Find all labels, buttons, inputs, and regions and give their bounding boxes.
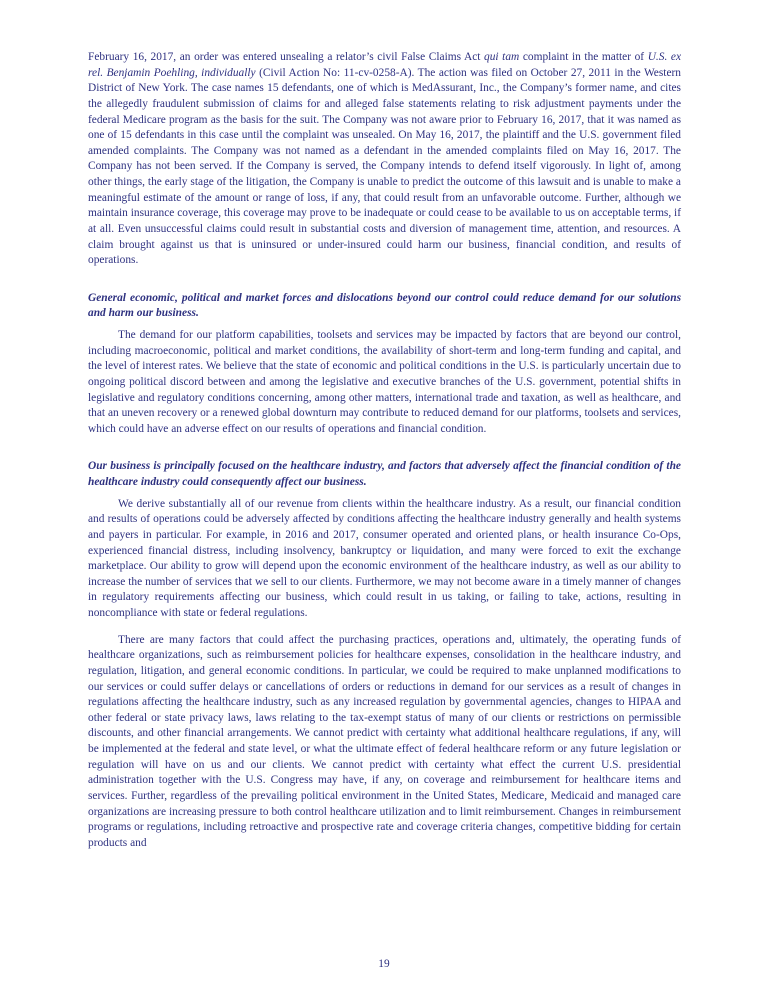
paragraph-litigation-continuation bbox=[88, 50, 681, 269]
paragraph-platform-demand: The demand for our platform capabilities, toolsets and services may be impacted by factors that are beyond our control, including macroeconomic, political and market conditions, the availability of short-term and long-term funding and capital, and the level of interest rates. We believe that the state of economic and political conditions in the U.S. is particularly uncertain due to ongoing political discord between and among the legislative and executive branches of the U.S. government, potential shifts in legislative and regulatory conditions concerning, among other matters, international trade and taxation, as well as healthcare, and that an uneven recovery or a renewed global downturn may contribute to reduced demand for our platforms, toolsets and services, which could have an adverse effect on our results of operations and financial condition. bbox=[88, 329, 681, 435]
text-run: February 16, 2017, an order was entered unsealing a relator’s civil False Claims Act bbox=[88, 51, 485, 63]
text-run: complaint in the matter of bbox=[519, 51, 648, 63]
text-run: (Civil Action No: 11-cv-0258-A). The action was filed on October 27, 2011 in the Western District of New York. The case names 15 defendants, one of which is MedAssurant, Inc., the Company’s former name, and cites the allegedly fraudulent submission of claims for and alleged false statements relating to risk adjustment payments under the federal Medicare program as the basis for the suit. The Company was not aware prior to February 16, 2017, that it was named as one of 15 defendants in this case until the complaint was unsealed. On May 16, 2017, the plaintiff and the U.S. government filed amended complaints. The Company was not named as a defendant in the amended complaints filed on May 16, 2017. The Company has not been served. If the Company is served, the Company intends to defend itself vigorously. In light of, among other things, the early stage of the litigation, the Company is unable to predict the outcome of this lawsuit and is unable to make a meaningful estimate of the amount or range of loss, if any, that could result from an unfavorable outcome. Further, although we maintain insurance coverage, this coverage may prove to be inadequate or could cease to be available to us on acceptable terms, if at all. Even unsuccessful claims could result in substantial costs and diversion of management time, attention, and resources. A claim brought against us that is uninsured or under-insured could harm our business, financial condition, and results of operations. bbox=[88, 66, 682, 267]
qui-tam-italic-text: qui tam bbox=[484, 51, 520, 63]
page-number: 19 bbox=[378, 958, 390, 971]
case-name-italic-text: U.S. ex rel. Benjamin Poehling, individually bbox=[88, 51, 682, 79]
paragraph-purchasing-factors: There are many factors that could affect the purchasing practices, operations and, ultimately, the operating funds of healthcare organizations, such as reimbursement policies for healthcare expenses, consolidation in the healthcare industry, and regulation, litigation, and general economic conditions. In particular, we could be required to make unplanned modifications to our services or could suffer delays or cancellations of orders or reductions in demand for our services as a result of changes in regulations affecting the healthcare industry, such as any increased regulation by governmental agencies, changes to HIPAA and other federal or state privacy laws, laws relating to the tax-exempt status of many of our clients or restrictions on permissible discounts, and other financial arrangements. We cannot predict with certainty what additional healthcare regulations, if any, will be implemented at the federal and state level, or what the ultimate effect of federal healthcare reform or any future legislation or regulation will have on us and our clients. We cannot predict with certainty what effect the current U.S. presidential administration together with the U.S. Congress may have, if any, on coverage and reimbursement for healthcare items and services. Further, regardless of the prevailing political environment in the United States, Medicare, Medicaid and managed care organizations are increasing pressure to both control healthcare utilization and to limit reimbursement. Changes in reimbursement programs or regulations, including retroactive and prospective rate and coverage criteria changes, competitive bidding for certain products and bbox=[88, 633, 681, 849]
risk-heading-healthcare-industry: Our business is principally focused on the healthcare industry, and factors that adversely affect the financial condition of the healthcare industry could consequently affect our business. bbox=[88, 460, 681, 488]
paragraph-revenue-healthcare: We derive substantially all of our revenue from clients within the healthcare industry. As a result, our financial condition and results of operations could be adversely affected by conditions affecting the healthcare industry generally and health systems and payers in particular. For example, in 2016 and 2017, consumer operated and oriented plans, or health insurance Co-Ops, experienced financial distress, including insolvency, bankruptcy or liquidation, and many were forced to exit the exchange marketplace. Our ability to grow will depend upon the economic environment of the healthcare industry, as well as our ability to increase the number of services that we sell to our clients. Furthermore, we may not become aware in a timely manner of changes in regulatory requirements affecting our business, which could result in us taking, or failing to take, actions, resulting in noncompliance with state or federal regulations. bbox=[88, 497, 681, 619]
risk-heading-economic-forces: General economic, political and market forces and dislocations beyond our control could reduce demand for our solutions and harm our business. bbox=[88, 291, 681, 320]
